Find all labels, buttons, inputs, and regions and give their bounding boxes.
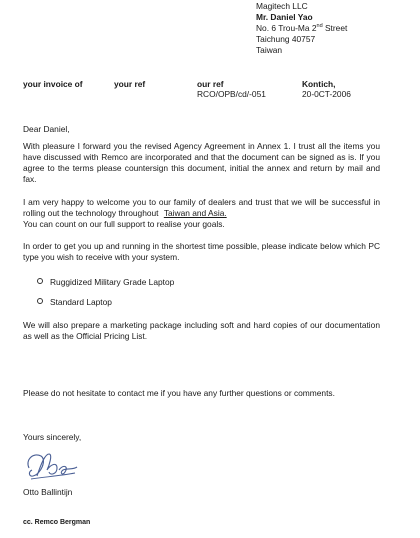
paragraph-welcome-text [23,197,380,230]
paragraph-marketing-text: We will also prepare a marketing package including soft and hard copies of our documentation as well as the Official Pricing List. [23,320,380,341]
paragraph-welcome [23,197,380,230]
our-ref-label: our ref [197,79,224,89]
paragraph-agreement-text: With pleasure I forward you the revised Agency Agreement in Annex 1. I trust all the items you have discussed with Remco are incorporated and that the document can be signed as is. If you agree to the terms please countersign this document, initial the annex and return by mail and fax. [23,141,380,184]
recipient-street [256,23,416,34]
date-value: 20-0CT-2006 [302,89,351,99]
recipient-address [256,1,416,56]
signature-icon [23,446,83,486]
your-invoice-label: your invoice of [23,79,83,89]
region-field: Taiwan and Asia. [163,207,227,218]
radio-circle-icon[interactable] [37,298,43,304]
paragraph-contact [23,388,380,399]
option-label: Ruggidized Military Grade Laptop [50,277,175,287]
paragraph-pc-type [23,241,380,263]
paragraph-pc-type-text: In order to get you up and running in the shortest time possible, please indicate below which PC type you wish to receive with your system. [23,241,380,262]
reference-row [0,79,420,105]
recipient-city: Taichung 40757 [256,34,316,44]
recipient-company: Magitech LLC [256,1,308,11]
handwritten-signature [23,446,83,489]
radio-circle-icon[interactable] [37,278,43,284]
option-label: Standard Laptop [50,297,112,307]
recipient-country: Taiwan [256,45,283,55]
signer-name: Otto Ballintijn [23,487,73,497]
recipient-name: Mr. Daniel Yao [256,12,313,22]
option-item[interactable] [37,277,174,288]
paragraph-marketing [23,320,380,342]
place-label: Kontich, [302,79,336,89]
street-prefix: No. 6 Trou-Ma 2 [256,23,317,33]
our-ref-value: RCO/OPB/cd/-051 [197,89,266,99]
paragraph-contact-text: Please do not hesitate to contact me if you have any further questions or comments. [23,388,335,398]
option-item[interactable] [37,297,112,308]
street-superscript: nd [316,23,323,29]
welcome-text-after: You can count on our full support to realise your goals. [23,218,225,229]
street-suffix: Street [322,23,348,33]
your-ref-label: your ref [114,79,146,89]
closing: Yours sincerely, [23,432,82,442]
salutation: Dear Daniel, [23,124,70,134]
welcome-text-before: I am very happy to welcome you to our family of dealers and trust that we will be successful in rolling out the technology throughout [23,197,380,218]
cc-line: cc. Remco Bergman [23,519,91,526]
paragraph-agreement [23,141,380,185]
